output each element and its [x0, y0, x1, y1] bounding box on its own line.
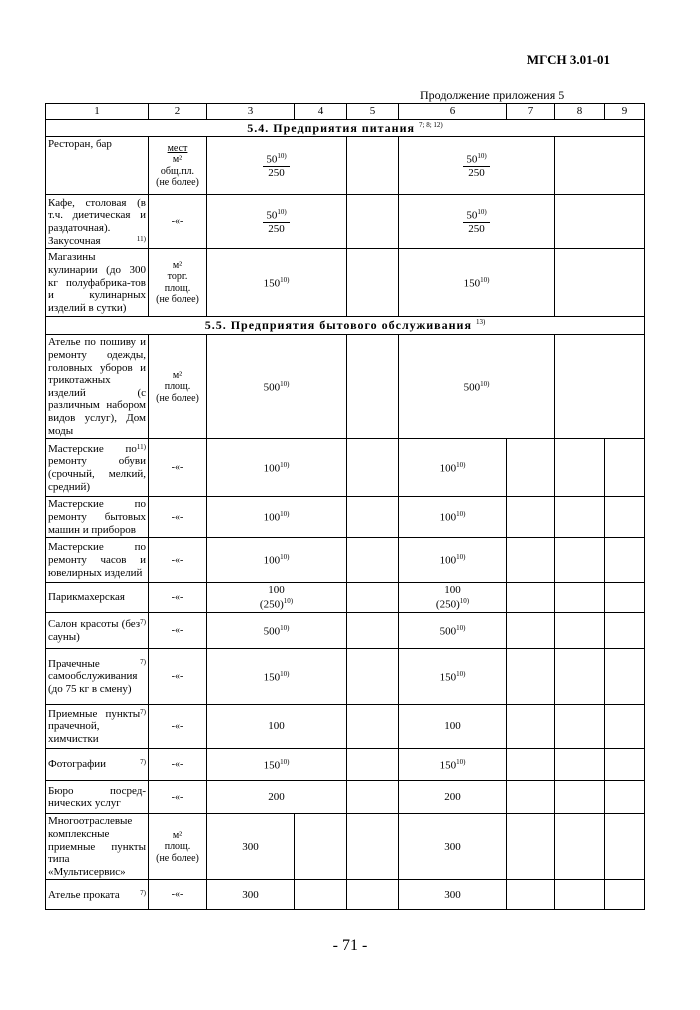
value-cell: 300: [207, 880, 295, 910]
value-cell: $\frac{50^{10)}}{250}$: [399, 195, 555, 249]
table-row: 7) Фотографии -«- 150$^{10)}$ 150$^{10)}$: [46, 749, 645, 781]
table-row: Кафе, столовая (в т.ч. диетическая и раздаточная). Закусочная 11) -«- $\frac{50^{10)}}{250}$ $\frac{50^{10)}}{250}$: [46, 195, 645, 249]
col-header-9: 9: [605, 104, 645, 120]
row-name: 7) Приемные пункты прачечной, химчистки: [46, 705, 149, 749]
row-name: 7) Ателье проката: [46, 880, 149, 910]
section-title-cell: [46, 317, 645, 335]
section-footnote: 7; 8; 12): [419, 120, 443, 129]
value-cell: 100$^{10)}$: [207, 439, 347, 497]
value-cell: 100: [207, 705, 347, 749]
col-header-1: 1: [46, 104, 149, 120]
value-cell: $\frac{50^{10)}}{250}$: [207, 137, 347, 195]
value-cell: 300: [399, 880, 507, 910]
value-cell: 500$^{10)}$: [399, 613, 507, 649]
row-name: Многоотраслевые комплексные приемные пункты типа «Мультисервис»: [46, 814, 149, 880]
value-cell: 150$^{10)}$: [207, 749, 347, 781]
unit-cell: м² площ. (не более): [149, 335, 207, 439]
table-row: Мастерские по ремонту бытовых машин и приборов -«- 100$^{10)}$ 100$^{10)}$: [46, 497, 645, 538]
unit-cell: м² торг. площ. (не более): [149, 249, 207, 317]
section-header-row: [46, 119, 645, 137]
page-number: - 71 -: [332, 937, 368, 954]
row-name: Мастерские по ремонту бытовых машин и приборов: [46, 497, 149, 538]
table-row: Парикмахерская -«- 100 $(250)^{10)}$ 100 $(250)^{10)}$: [46, 583, 645, 613]
table-row: 7) Приемные пункты прачечной, химчистки -«- 100 100: [46, 705, 645, 749]
value-cell: 100$^{10)}$: [207, 538, 347, 583]
value-cell: 200: [207, 781, 347, 814]
section-title: 5.5. Предприятия бытового обслуживания: [204, 318, 472, 333]
table-row: 7) Салон красоты (без сауны) -«- 500$^{10)}$ 500$^{10)}$: [46, 613, 645, 649]
continuation-note: Продолжение приложения 5: [420, 88, 565, 102]
norms-table: [45, 103, 645, 910]
unit-cell: мест м² общ.пл. (не более): [149, 137, 207, 195]
table-row: Бюро посред-нических услуг -«- 200 200: [46, 781, 645, 814]
col-header-4: 4: [295, 104, 347, 120]
value-cell: $\frac{50^{10)}}{250}$: [399, 137, 555, 195]
table-row: [46, 137, 645, 195]
table-row: [46, 814, 645, 880]
row-name: 11) Мастерские по ремонту обуви (срочный, мелкий, средний): [46, 439, 149, 497]
document-code: МГСН 3.01-01: [526, 52, 610, 67]
section-title: 5.4. Предприятия питания: [247, 120, 415, 135]
col-header-2: 2: [149, 104, 207, 120]
col-header-5: 5: [347, 104, 399, 120]
value-cell: 100: [399, 705, 507, 749]
row-name: Магазины кулинарии (до 300 кг полуфабрика-тов и кулинарных изделий в сутки): [46, 249, 149, 317]
col-header-3: 3: [207, 104, 295, 120]
value-cell: 100 $(250)^{10)}$: [207, 583, 347, 613]
value-cell: 100$^{10)}$: [207, 497, 347, 538]
value-cell: 100$^{10)}$: [399, 497, 507, 538]
value-cell: 150$^{10)}$: [207, 249, 347, 317]
value-cell: 100$^{10)}$: [399, 538, 507, 583]
table-row: 7) Ателье проката -«- 300 300: [46, 880, 645, 910]
row-name: 7) Прачечные самообслуживания (до 75 кг в смену): [46, 649, 149, 705]
value-cell: 300: [207, 814, 295, 880]
value-cell: 500$^{10)}$: [399, 335, 555, 439]
value-cell: 300: [399, 814, 507, 880]
row-name: Ателье по пошиву и ремонту одежды, головных уборов и трикотажных изделий (с различным набором видов услуг), Дом моды: [46, 335, 149, 439]
value-cell: 150$^{10)}$: [399, 749, 507, 781]
row-name: 7) Салон красоты (без сауны): [46, 613, 149, 649]
col-header-7: 7: [507, 104, 555, 120]
table-row: 11) Мастерские по ремонту обуви (срочный, мелкий, средний) -«- 100$^{10)}$ 100$^{10)}$: [46, 439, 645, 497]
col-header-8: 8: [555, 104, 605, 120]
table-row: [46, 335, 645, 439]
value-cell: $\frac{50^{10)}}{250}$: [207, 195, 347, 249]
value-cell: 500$^{10)}$: [207, 613, 347, 649]
value-cell: 500$^{10)}$: [207, 335, 347, 439]
row-name: Ресторан, бар: [46, 137, 149, 195]
value-cell: 150$^{10)}$: [399, 649, 507, 705]
row-name: Кафе, столовая (в т.ч. диетическая и раздаточная). Закусочная 11): [46, 195, 149, 249]
unit-cell: м² площ. (не более): [149, 814, 207, 880]
value-cell: 100$^{10)}$: [399, 439, 507, 497]
column-numbers-row: [46, 104, 645, 120]
section-header-row: [46, 317, 645, 335]
table-row: Мастерские по ремонту часов и ювелирных изделий -«- 100$^{10)}$ 100$^{10)}$: [46, 538, 645, 583]
value-cell: 100 $(250)^{10)}$: [399, 583, 507, 613]
section-footnote: 13): [475, 318, 486, 327]
value-cell: 150$^{10)}$: [399, 249, 555, 317]
row-name: Мастерские по ремонту часов и ювелирных изделий: [46, 538, 149, 583]
row-name: Бюро посред-нических услуг: [46, 781, 149, 814]
row-name: 7) Фотографии: [46, 749, 149, 781]
table-row: [46, 249, 645, 317]
value-cell: 200: [399, 781, 507, 814]
col-header-6: 6: [399, 104, 507, 120]
table-row: 7) Прачечные самообслуживания (до 75 кг в смену) -«- 150$^{10)}$ 150$^{10)}$: [46, 649, 645, 705]
section-title-cell: [46, 119, 645, 137]
row-name: Парикмахерская: [46, 583, 149, 613]
value-cell: 150$^{10)}$: [207, 649, 347, 705]
